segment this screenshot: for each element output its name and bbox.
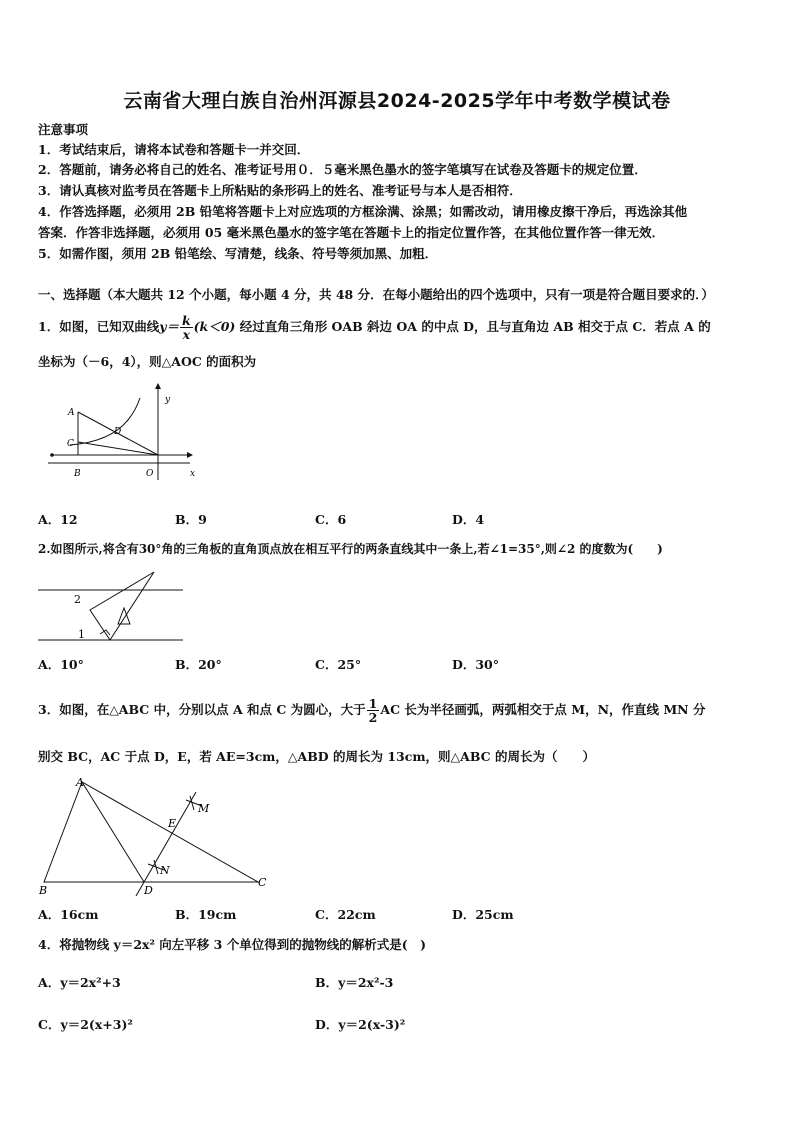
q4-option-c[interactable]: C．y＝2(x+3)² [38,1017,133,1032]
triangle-ABC [44,782,258,882]
q3-figure [36,772,276,900]
label-E: E [168,817,177,830]
label-C: C [67,439,74,449]
label-N: N [160,864,170,877]
question-3-stem [38,695,705,725]
q4-option-b[interactable]: B．y＝2x²-3 [315,975,394,990]
q2-option-d[interactable]: D．30° [452,657,499,672]
q1-frac-num: k [181,313,191,328]
q2-option-a[interactable]: A．10° [38,657,84,672]
q1-y-eq: y＝ [159,319,179,334]
q4-option-d[interactable]: D．y＝2(x-3)² [315,1017,406,1032]
q3-frac-num: 1 [368,696,378,711]
question-1-line2: 坐标为（－6，4），则△AOC 的面积为 [38,354,257,369]
section-heading: 一、选择题（本大题共 12 个小题，每小题 4 分，共 48 分．在每小题给出的四个选项中，只有一项是符合题目要求的．） [38,287,714,302]
label-O: O [146,469,154,479]
notice-item: 2．答题前，请务必将自己的姓名、准考证号用０．５毫米黑色墨水的签字笔填写在试卷及答题卡的规定位置． [38,162,647,177]
label-B: B [39,884,48,897]
q1-option-c[interactable]: C．6 [315,512,347,527]
line-MN [136,792,196,896]
q1-post: 经过直角三角形 OAB 斜边 OA 的中点 D，且与直角边 AB 相交于点 C．若点 A 的 [239,319,711,334]
question-2-stem: 2.如图所示,将含有30°角的三角板的直角顶点放在相互平行的两条直线其中一条上,若∠1=35°,则∠2 的度数为( ) [38,542,663,556]
q3-post: AC 长为半径画弧，两弧相交于点 M，N，作直线 MN 分 [380,702,706,717]
notice-heading: 注意事项 [38,122,89,137]
question-1-stem [38,313,711,341]
axis-origin-dot [50,453,54,457]
q1-option-a[interactable]: A．12 [38,512,78,527]
label-M: M [198,802,210,815]
q1-figure [40,380,210,490]
angle-2-label: 2 [74,593,81,606]
hyperbola-curve [70,398,140,445]
notice-item: 1．考试结束后，请将本试卷和答题卡一并交回． [38,142,310,157]
notice-item: 5．如需作图，须用 2B 铅笔绘、写清楚，线条、符号等须加黑、加粗． [38,246,438,261]
label-y: y [165,395,171,405]
label-D: D [114,427,122,437]
notice-item: 答案．作答非选择题，必须用 05 毫米黑色墨水的签字笔在答题卡上的指定位置作答，在其他位置作答一律无效． [38,225,665,240]
page-title: 云南省大理白族自治州洱源县2024-2025学年中考数学模试卷 [123,90,671,112]
label-A: A [76,776,84,789]
triangle-ruler [90,572,154,640]
notice-item: 4．作答选择题，必须用 2B 铅笔将答题卡上对应选项的方框涂满、涂黑；如需改动，请用橡皮擦干净后，再选涂其他 [38,204,688,219]
q4-option-a[interactable]: A．y＝2x²+3 [38,975,121,990]
label-D: D [144,884,153,897]
q1-option-d[interactable]: D．4 [452,512,485,527]
label-A: A [68,408,75,418]
q2-figure [38,568,183,646]
q1-cond: (k＜0) [193,319,236,334]
label-B: B [74,469,81,479]
notice-item: 3．请认真核对监考员在答题卡上所粘贴的条形码上的姓名、准考证号与本人是否相符． [38,183,522,198]
q1-frac-den: x [182,327,191,342]
q3-option-b[interactable]: B．19cm [175,907,237,922]
question-3-line2: 别交 BC，AC 于点 D，E，若 AE=3cm，△ABD 的周长为 13cm，则△ABC 的周长为（ ） [38,749,595,764]
q2-option-b[interactable]: B．20° [175,657,222,672]
q3-option-a[interactable]: A．16cm [38,907,99,922]
q1-pre: 1．如图，已知双曲线 [38,319,160,334]
q3-pre: 3．如图，在△ABC 中，分别以点 A 和点 C 为圆心，大于 [38,702,366,717]
inner-triangle [118,608,130,624]
q2-option-c[interactable]: C．25° [315,657,362,672]
angle-1-label: 1 [78,628,85,641]
question-4-stem: 4．将抛物线 y＝2x² 向左平移 3 个单位得到的抛物线的解析式是( ) [38,937,427,952]
q3-option-c[interactable]: C．22cm [315,907,376,922]
q3-fraction [367,697,380,724]
q1-fraction [180,314,193,341]
q1-option-b[interactable]: B．9 [175,512,207,527]
q3-option-d[interactable]: D．25cm [452,907,514,922]
label-C: C [258,876,267,889]
segment-AD [82,782,144,882]
q3-frac-den: 2 [368,710,378,725]
label-x: x [190,469,196,479]
